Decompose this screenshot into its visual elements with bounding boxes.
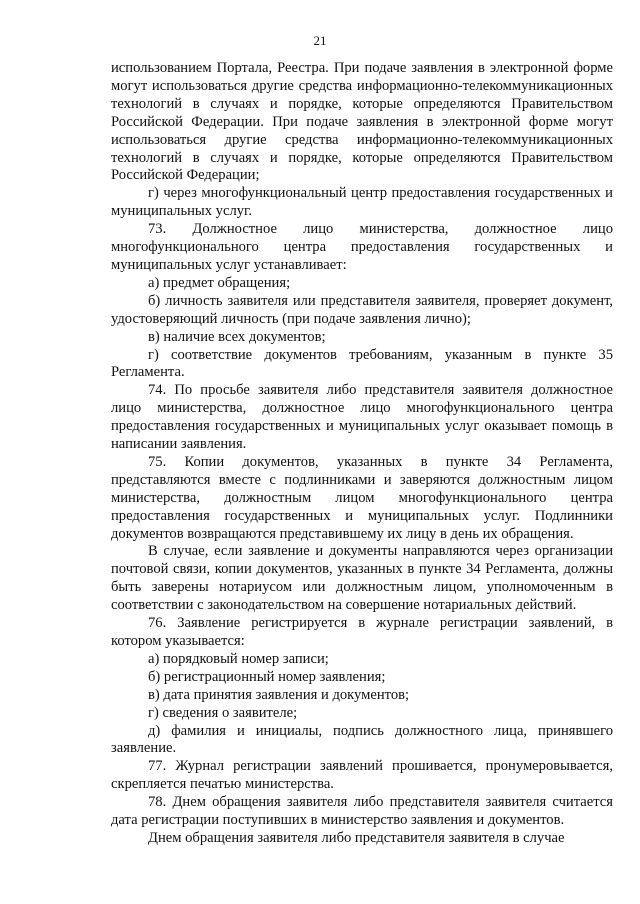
paragraph: 75. Копии документов, указанных в пункте 34 Регламента, представляются вместе с подлинниками и заверяются должностным лицом министерства, должностным лицом многофункционального центра предоставления государственных и муниципальных услуг. Подлинники документов возвращаются представившему их лицу в день их обращения. bbox=[111, 453, 613, 542]
paragraph: г) сведения о заявителе; bbox=[148, 704, 298, 721]
paragraph: в) дата принятия заявления и документов; bbox=[148, 686, 410, 703]
document-body bbox=[111, 60, 613, 848]
paragraph: в) наличие всех документов; bbox=[148, 328, 326, 345]
paragraph: 73. Должностное лицо министерства, должностное лицо многофункционального центра предоставления государственных и муниципальных услуг устанавливает: bbox=[111, 221, 613, 273]
paragraph: 76. Заявление регистрируется в журнале регистрации заявлений, в котором указывается: bbox=[111, 615, 613, 649]
paragraph: 74. По просьбе заявителя либо представителя заявителя должностное лицо министерства, должностное лицо многофункционального центра предоставления государственных и муниципальных услуг оказывает помощь в написании заявления. bbox=[111, 382, 613, 453]
paragraph: использованием Портала, Реестра. При подаче заявления в электронной форме могут использоваться другие средства информационно-телекоммуникационных технологий в случаях и порядке, которые определяются Правительством Российской Федерации. При подаче заявления в электронной форме могут использоваться другие средства информационно-телекоммуникационных технологий в случаях и порядке, которые определяются Правительством Российской Федерации; bbox=[111, 60, 613, 184]
page-number: 21 bbox=[313, 33, 327, 48]
paragraph: д) фамилия и инициалы, подпись должностного лица, принявшего заявление. bbox=[111, 722, 613, 757]
paragraph: а) порядковый номер записи; bbox=[148, 650, 329, 667]
paragraph: В случае, если заявление и документы направляются через организации почтовой связи, копии документов, указанных в пункте 34 Регламента, должны быть заверены нотариусом или должностным лицом, уполномоченным в соответствии с законодательством на совершение нотариальных действий. bbox=[111, 543, 613, 614]
paragraph: б) регистрационный номер заявления; bbox=[148, 668, 386, 685]
paragraph: 77. Журнал регистрации заявлений прошивается, пронумеровывается, скрепляется печатью министерства. bbox=[111, 758, 613, 793]
paragraph: г) через многофункциональный центр предоставления государственных и муниципальных услуг. bbox=[111, 185, 613, 220]
paragraph: б) личность заявителя или представителя заявителя, проверяет документ, удостоверяющий личность (при подаче заявления лично); bbox=[111, 292, 613, 327]
paragraph: г) соответствие документов требованиям, указанным в пункте 35 Регламента. bbox=[111, 346, 613, 381]
paragraph: Днем обращения заявителя либо представителя заявителя в случае bbox=[148, 829, 565, 846]
paragraph: 78. Днем обращения заявителя либо представителя заявителя считается дата регистрации поступивших в министерство заявления и документов. bbox=[111, 794, 613, 829]
paragraph: а) предмет обращения; bbox=[148, 274, 291, 291]
